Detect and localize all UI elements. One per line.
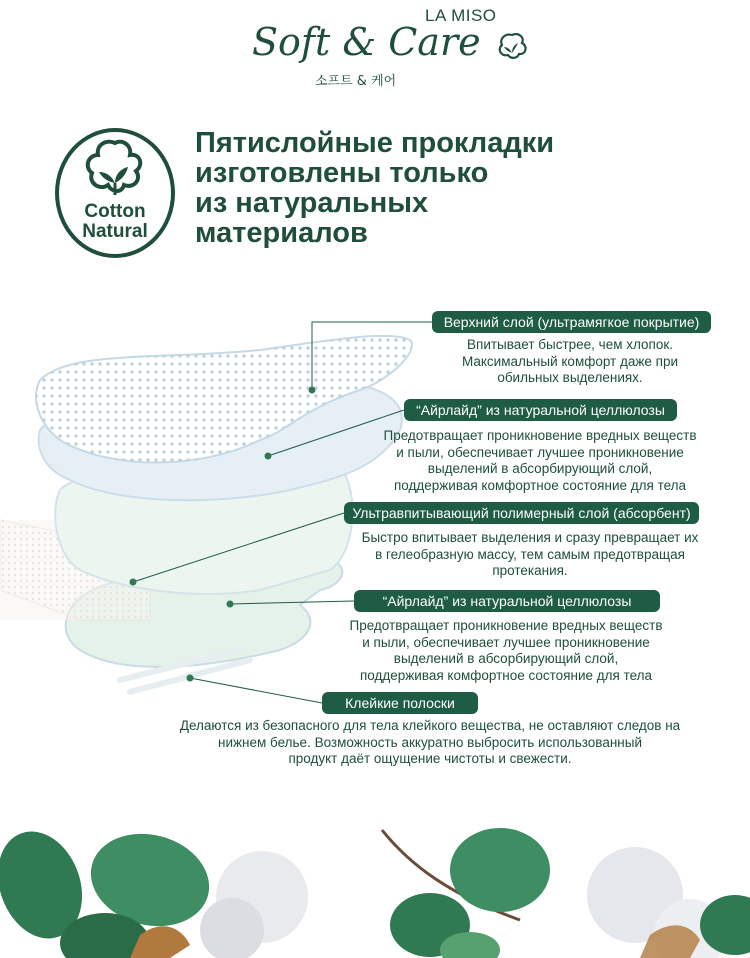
layer-description-adhesive: Делаются из безопасного для тела клейкого вещества, не оставляют следов на нижнем белье. Возможность аккуратно выбросить использованный продукт даёт ощущение чистоты и свежести. — [179, 718, 681, 766]
brand-product-name: Soft & Care — [252, 20, 529, 64]
eucalyptus-branch-icon — [382, 828, 550, 958]
layer-description-top: Впитывает быстрее, чем хлопок. Максимальный комфорт даже при обильных выделениях. — [461, 337, 679, 385]
layer-label-adhesive: Клейкие полоски — [322, 692, 478, 714]
layer-description-airlaid-2: Предотвращает проникновение вредных веществ и пыли, обеспечивает лучшее проникновение выделений в абсорбирующий слой, поддерживая комфортное состояние для тела — [349, 618, 663, 683]
layer-label-airlaid-1: “Айрлайд” из натуральной целлюлозы — [404, 399, 677, 421]
layer-description-airlaid-1: Предотвращает проникновение вредных веществ и пыли, обеспечивает лучшее проникновение выделений в абсорбирующий слой, поддерживая комфортное состояние для тела — [383, 428, 697, 493]
decorative-botanical-strip — [0, 825, 750, 958]
brand-company: LA MISO — [425, 6, 497, 25]
badge-label: Cotton Natural — [82, 201, 148, 242]
eucalyptus-leaf-icon — [0, 825, 220, 958]
headline-line: изготовлены только — [195, 157, 489, 189]
cotton-ball-icon-right — [587, 847, 726, 958]
brand-korean-name: 소프트 & 케어 — [315, 74, 397, 89]
headline-line: материалов — [195, 217, 368, 249]
headline-line: из натуральных — [195, 187, 429, 219]
layer-label-airlaid-2: “Айрлайд” из натуральной целлюлозы — [354, 590, 660, 612]
layer-label-absorbent: Ультравпитывающий полимерный слой (абсорбент) — [344, 502, 699, 524]
layer-description-absorbent: Быстро впитывает выделения и сразу превращает их в гелеобразную массу, тем самым предотвращая протекания. — [361, 530, 699, 578]
layer-label-top: Верхний слой (ультрамягкое покрытие) — [432, 311, 711, 333]
headline-line: Пятислойные прокладки — [195, 127, 555, 159]
